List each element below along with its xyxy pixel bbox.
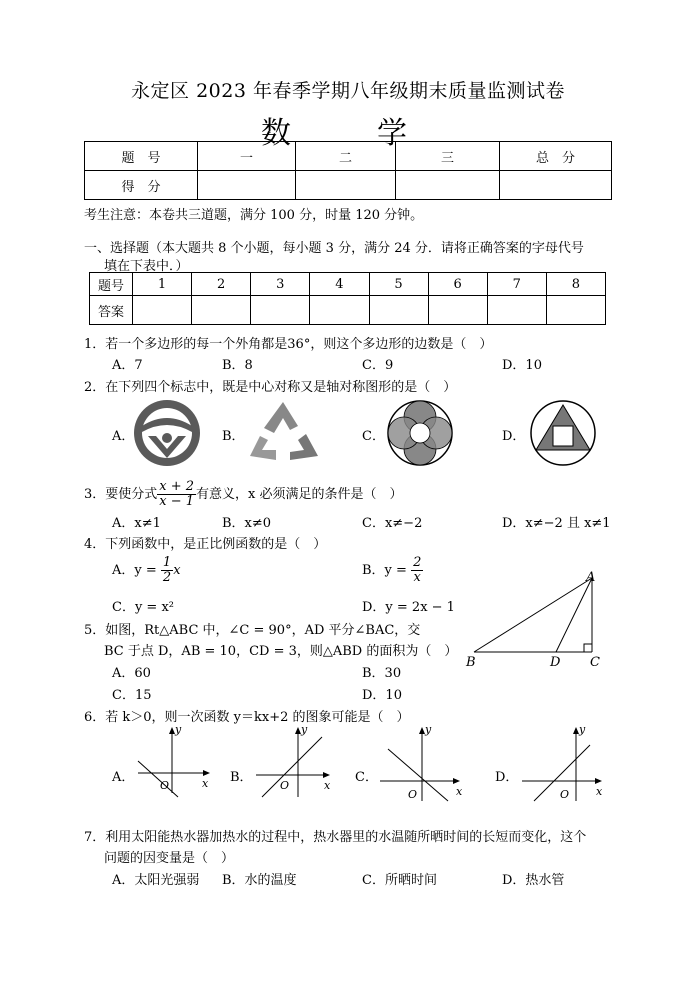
answer-table-number: 7: [487, 273, 546, 296]
q3-fraction-denominator: x − 1: [159, 494, 195, 509]
score-cell-part3: 三: [396, 142, 500, 171]
q6-option-a: A．: [112, 770, 135, 785]
answer-cell: [428, 296, 487, 325]
q2-option-b: B．: [222, 429, 245, 444]
score-input-cell: [198, 171, 296, 200]
score-cell-score-label: 得 分: [85, 171, 198, 200]
q1-option-a: A．7: [112, 358, 143, 373]
q4-option-a-var: x: [173, 563, 181, 578]
logo-b-recycle-image: [246, 398, 320, 464]
q5-option-c: C．15: [112, 688, 152, 703]
q4-a-denominator: 2: [162, 570, 172, 585]
q2-stem: 2．在下列四个标志中，既是中心对称又是轴对称图形的是（ ）: [84, 380, 457, 395]
q3-stem-prefix: 3．要使分式: [84, 487, 158, 502]
graph-d-y-label: y: [579, 723, 586, 736]
score-cell-part1: 一: [198, 142, 296, 171]
q4-option-b-prefix: B．y =: [362, 563, 407, 578]
answer-table: [89, 272, 606, 325]
score-cell-part2: 二: [296, 142, 396, 171]
q4-option-d: D．y = 2x − 1: [362, 600, 455, 615]
exam-title: 永定区 2023 年春季学期八年级期末质量监测试卷: [131, 80, 565, 102]
score-input-cell: [500, 171, 612, 200]
answer-table-number: 4: [310, 273, 369, 296]
q1-stem: 1．若一个多边形的每一个外角都是36°，则这个多边形的边数是（ ）: [84, 337, 493, 352]
label-b: B: [466, 655, 476, 670]
q5-option-b: B．30: [362, 666, 402, 681]
graph-d-origin: O: [560, 788, 570, 801]
graph-b-y-label: y: [301, 723, 308, 736]
exam-subject: 数 学: [261, 116, 435, 151]
answer-cell: [251, 296, 310, 325]
q3-fraction-numerator: x + 2: [159, 479, 195, 494]
q4-stem: 4．下列函数中，是正比例函数的是（ ）: [84, 537, 327, 552]
label-a: A: [586, 570, 596, 585]
answer-cell: [546, 296, 605, 325]
q7-option-d: D．热水管: [502, 873, 565, 888]
graph-c-y-label: y: [425, 723, 432, 736]
graph-a-origin: O: [160, 779, 170, 792]
answer-table-answer-row: [90, 296, 606, 325]
q6-graph-b: [252, 723, 334, 801]
q6-graph-c: [378, 723, 466, 803]
q3-option-d: D．x≠−2 且 x≠1: [502, 516, 611, 531]
q5-option-a: A．60: [112, 666, 151, 681]
logo-d-image: [528, 398, 598, 468]
q6-option-c: C．: [355, 770, 378, 785]
score-input-cell: [296, 171, 396, 200]
logo-c-image: [385, 398, 455, 468]
q6-option-b: B．: [230, 770, 253, 785]
q1-option-d: D．10: [502, 358, 542, 373]
q3-fraction: [157, 480, 196, 509]
q3-option-b: B．x≠0: [222, 516, 272, 531]
answer-table-number: 1: [133, 273, 192, 296]
score-cell-total: 总 分: [500, 142, 612, 171]
score-table: [84, 141, 612, 200]
answer-table-number: 6: [428, 273, 487, 296]
graph-c-origin: O: [408, 788, 418, 801]
q7-stem-line1: 7．利用太阳能热水器加热水的过程中，热水器里的水温随所晒时间的长短而变化，这个: [84, 830, 587, 845]
q5-stem-line1: 5．如图，Rt△ABC 中，∠C = 90°，AD 平分∠BAC，交: [84, 623, 421, 638]
right-angle-mark: [584, 644, 592, 652]
q4-option-c: C．y = x²: [112, 600, 174, 615]
answer-table-number: 5: [369, 273, 428, 296]
score-table-header-row: [85, 142, 612, 171]
q4-option-a-prefix: A．y =: [112, 563, 157, 578]
q4-option-a-fraction: [161, 556, 173, 585]
answer-table-answer-label: 答案: [90, 296, 133, 325]
answer-table-number: 8: [546, 273, 605, 296]
q6-option-d: D．: [495, 770, 519, 785]
score-table-score-row: [85, 171, 612, 200]
q6-graph-d: [520, 723, 606, 803]
q1-option-c: C．9: [362, 358, 394, 373]
q7-option-a: A．太阳光强弱: [112, 873, 200, 888]
q4-option-b-fraction: [411, 556, 423, 585]
label-c: C: [590, 655, 600, 670]
answer-cell: [310, 296, 369, 325]
q7-option-b: B．水的温度: [222, 873, 297, 888]
label-d: D: [550, 655, 561, 670]
q4-b-numerator: 2: [413, 555, 422, 570]
graph-d-x-label: x: [596, 785, 603, 798]
answer-cell: [487, 296, 546, 325]
section1-heading-cont: 填在下表中．）: [104, 259, 189, 274]
q5-triangle-figure: [462, 566, 612, 670]
q6-graph-a: [132, 723, 214, 801]
score-cell-label: 题 号: [85, 142, 198, 171]
q3-stem-suffix: 有意义，x 必须满足的条件是（ ）: [196, 487, 403, 502]
q7-option-c: C．所晒时间: [362, 873, 437, 888]
section1-heading: 一、选择题（本大题共 8 个小题，每小题 3 分，满分 24 分．请将正确答案的字母代号: [84, 241, 584, 256]
q4-option-a: [112, 556, 181, 585]
graph-a-x-label: x: [202, 777, 209, 790]
q5-stem-line2: BC 于点 D，AB = 10，CD = 3，则△ABD 的面积为（ ）: [104, 644, 458, 659]
q5-option-d: D．10: [362, 688, 402, 703]
q7-stem-line2: 问题的因变量是（ ）: [104, 851, 235, 866]
score-input-cell: [396, 171, 500, 200]
q1-option-b: B．8: [222, 358, 253, 373]
q4-a-numerator: 1: [162, 555, 172, 570]
q3-stem: [84, 480, 403, 509]
q4-b-denominator: x: [413, 570, 421, 585]
q6-stem: 6．若 k＞0，则一次函数 y＝kx+2 的图象可能是（ ）: [84, 710, 410, 725]
answer-table-number-row: [90, 273, 606, 296]
q3-option-a: A．x≠1: [112, 516, 161, 531]
exam-notice: 考生注意：本卷共三道题，满分 100 分，时量 120 分钟。: [84, 208, 424, 223]
graph-b-origin: O: [280, 779, 290, 792]
graph-a-y-label: y: [175, 723, 182, 736]
q4-option-b: [362, 556, 423, 585]
q2-option-d: D．: [502, 429, 526, 444]
graph-b-x-label: x: [324, 779, 331, 792]
answer-table-number: 2: [192, 273, 251, 296]
answer-cell: [133, 296, 192, 325]
answer-table-number: 3: [251, 273, 310, 296]
graph-c-x-label: x: [456, 785, 463, 798]
q2-option-c: C．: [362, 429, 385, 444]
answer-cell: [369, 296, 428, 325]
answer-cell: [192, 296, 251, 325]
logo-a-image: [132, 398, 202, 468]
q3-option-c: C．x≠−2: [362, 516, 423, 531]
q2-option-a: A．: [112, 429, 135, 444]
answer-table-label: 题号: [90, 273, 133, 296]
